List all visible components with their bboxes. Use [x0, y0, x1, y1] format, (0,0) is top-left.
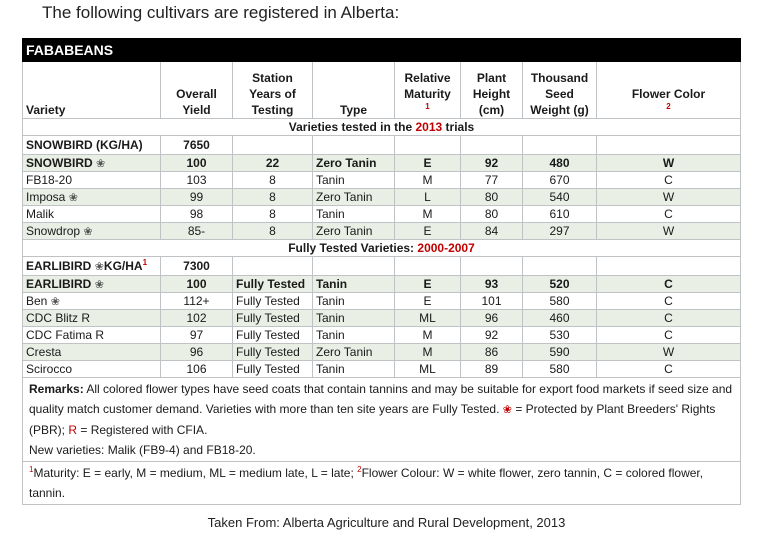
table-row	[23, 310, 741, 327]
flower-cell: C	[597, 293, 741, 310]
remarks: Remarks: All colored flower types have seed coats that contain tannins and may be suitable for export food markets if seed size and quality match customer demand. Varieties with more than ten site years are Fully Tested. ❀ = Protected by Plant Breeders' Rights (PBR); R = Registered with CFIA. New varieties: Malik (FB9-4) and FB18-20.	[23, 378, 741, 462]
maturity-cell: E	[395, 223, 461, 240]
seed-cell: 297	[523, 223, 597, 240]
yield-cell: 102	[161, 310, 233, 327]
pbr-icon: ❀	[50, 296, 60, 308]
maturity-cell: L	[395, 189, 461, 206]
height-cell: 77	[461, 172, 523, 189]
pbr-icon: ❀	[96, 158, 106, 170]
section-2013: Varieties tested in the 2013 trials	[23, 119, 741, 136]
pbr-icon: ❀	[94, 279, 104, 291]
height-cell: 80	[461, 206, 523, 223]
seed-cell: 460	[523, 310, 597, 327]
yield-cell: 97	[161, 327, 233, 344]
table-row	[23, 327, 741, 344]
variety-cell: CDC Fatima R	[23, 327, 161, 344]
seed-cell: 530	[523, 327, 597, 344]
variety-cell: EARLIBIRD ❀	[23, 276, 161, 293]
col-variety: Variety	[23, 62, 161, 119]
type-cell: Tanin	[313, 327, 395, 344]
type-cell: Tanin	[313, 293, 395, 310]
col-yield: Overall Yield	[161, 62, 233, 119]
yield-cell: 98	[161, 206, 233, 223]
station-cell: Fully Tested	[233, 327, 313, 344]
height-cell: 92	[461, 155, 523, 172]
table-row	[23, 189, 741, 206]
height-cell: 101	[461, 293, 523, 310]
height-cell: 84	[461, 223, 523, 240]
table-row	[23, 361, 741, 378]
station-cell: 8	[233, 189, 313, 206]
type-cell: Zero Tanin	[313, 189, 395, 206]
variety-cell: Ben ❀	[23, 293, 161, 310]
new-varieties: New varieties: Malik (FB9-4) and FB18-20.	[29, 443, 256, 457]
height-cell: 92	[461, 327, 523, 344]
type-cell: Tanin	[313, 172, 395, 189]
station-cell: 8	[233, 172, 313, 189]
yield-cell: 106	[161, 361, 233, 378]
maturity-cell: ML	[395, 361, 461, 378]
variety-cell: SNOWBIRD ❀	[23, 155, 161, 172]
station-cell: Fully Tested	[233, 293, 313, 310]
station-cell: 8	[233, 223, 313, 240]
variety-cell: Cresta	[23, 344, 161, 361]
height-cell: 93	[461, 276, 523, 293]
height-cell: 80	[461, 189, 523, 206]
type-cell: Zero Tanin	[313, 344, 395, 361]
flower-cell: W	[597, 189, 741, 206]
yield-cell: 96	[161, 344, 233, 361]
pbr-icon: ❀	[68, 192, 78, 204]
yield-cell: 85-	[161, 223, 233, 240]
variety-cell: Snowdrop ❀	[23, 223, 161, 240]
table-row	[23, 276, 741, 293]
flower-cell: C	[597, 310, 741, 327]
maturity-cell: E	[395, 276, 461, 293]
col-maturity: Relative Maturity $^1$	[395, 62, 461, 119]
yield-cell: 100	[161, 155, 233, 172]
seed-cell: 480	[523, 155, 597, 172]
check-row-snowbird: SNOWBIRD (KG/HA) 7650	[23, 136, 741, 155]
maturity-cell: M	[395, 344, 461, 361]
col-seed: Thousand Seed Weight (g)	[523, 62, 597, 119]
check-row-earlibird: EARLIBIRD $❀KG/HA^1$ 7300	[23, 257, 741, 276]
seed-cell: 520	[523, 276, 597, 293]
variety-cell: FB18-20	[23, 172, 161, 189]
yield-cell: 103	[161, 172, 233, 189]
variety-cell: CDC Blitz R	[23, 310, 161, 327]
maturity-cell: E	[395, 293, 461, 310]
height-cell: 89	[461, 361, 523, 378]
maturity-cell: M	[395, 172, 461, 189]
table-row	[23, 172, 741, 189]
table-row	[23, 155, 741, 172]
type-cell: Tanin	[313, 310, 395, 327]
height-cell: 86	[461, 344, 523, 361]
flower-cell: C	[597, 276, 741, 293]
yield-cell: 112+	[161, 293, 233, 310]
flower-cell: C	[597, 172, 741, 189]
maturity-cell: M	[395, 327, 461, 344]
variety-cell: Imposa ❀	[23, 189, 161, 206]
yield-cell: 100	[161, 276, 233, 293]
maturity-cell: ML	[395, 310, 461, 327]
seed-cell: 540	[523, 189, 597, 206]
station-cell: Fully Tested	[233, 361, 313, 378]
variety-cell: Scirocco	[23, 361, 161, 378]
type-cell: Tanin	[313, 361, 395, 378]
seed-cell: 670	[523, 172, 597, 189]
flower-cell: W	[597, 344, 741, 361]
section-fully-tested: Fully Tested Varieties: 2000-2007	[23, 240, 741, 257]
station-cell: 8	[233, 206, 313, 223]
table-title: FABABEANS	[23, 39, 741, 62]
station-cell: 22	[233, 155, 313, 172]
flower-cell: W	[597, 155, 741, 172]
table-row	[23, 344, 741, 361]
height-cell: 96	[461, 310, 523, 327]
header-row	[23, 62, 741, 119]
footnotes: $^1$Maturity: E = early, M = medium, ML = medium late, L = late; $^2$Flower Colour: W = white flower, zero tannin, C = colored flower, tannin.	[23, 462, 741, 505]
pbr-icon: ❀	[83, 226, 93, 238]
maturity-cell: E	[395, 155, 461, 172]
col-flower: Flower Color $^2$	[597, 62, 741, 119]
source-footer: Taken From: Alberta Agriculture and Rural Development, 2013	[207, 515, 566, 530]
seed-cell: 580	[523, 293, 597, 310]
col-type: Type	[313, 62, 395, 119]
variety-cell: Malik	[23, 206, 161, 223]
station-cell: Fully Tested	[233, 310, 313, 327]
table-row	[23, 293, 741, 310]
table-row	[23, 223, 741, 240]
station-cell: Fully Tested	[233, 276, 313, 293]
seed-cell: 610	[523, 206, 597, 223]
seed-cell: 590	[523, 344, 597, 361]
type-cell: Tanin	[313, 276, 395, 293]
type-cell: Tanin	[313, 206, 395, 223]
maturity-cell: M	[395, 206, 461, 223]
fababean-table	[22, 38, 740, 505]
flower-cell: W	[597, 223, 741, 240]
table-row	[23, 206, 741, 223]
station-cell: Fully Tested	[233, 344, 313, 361]
col-height: Plant Height (cm)	[461, 62, 523, 119]
yield-cell: 99	[161, 189, 233, 206]
col-station: Station Years of Testing	[233, 62, 313, 119]
flower-cell: C	[597, 361, 741, 378]
intro-text: The following cultivars are registered in Alberta:	[42, 3, 400, 22]
type-cell: Zero Tanin	[313, 223, 395, 240]
type-cell: Zero Tanin	[313, 155, 395, 172]
flower-cell: C	[597, 206, 741, 223]
flower-cell: C	[597, 327, 741, 344]
seed-cell: 580	[523, 361, 597, 378]
